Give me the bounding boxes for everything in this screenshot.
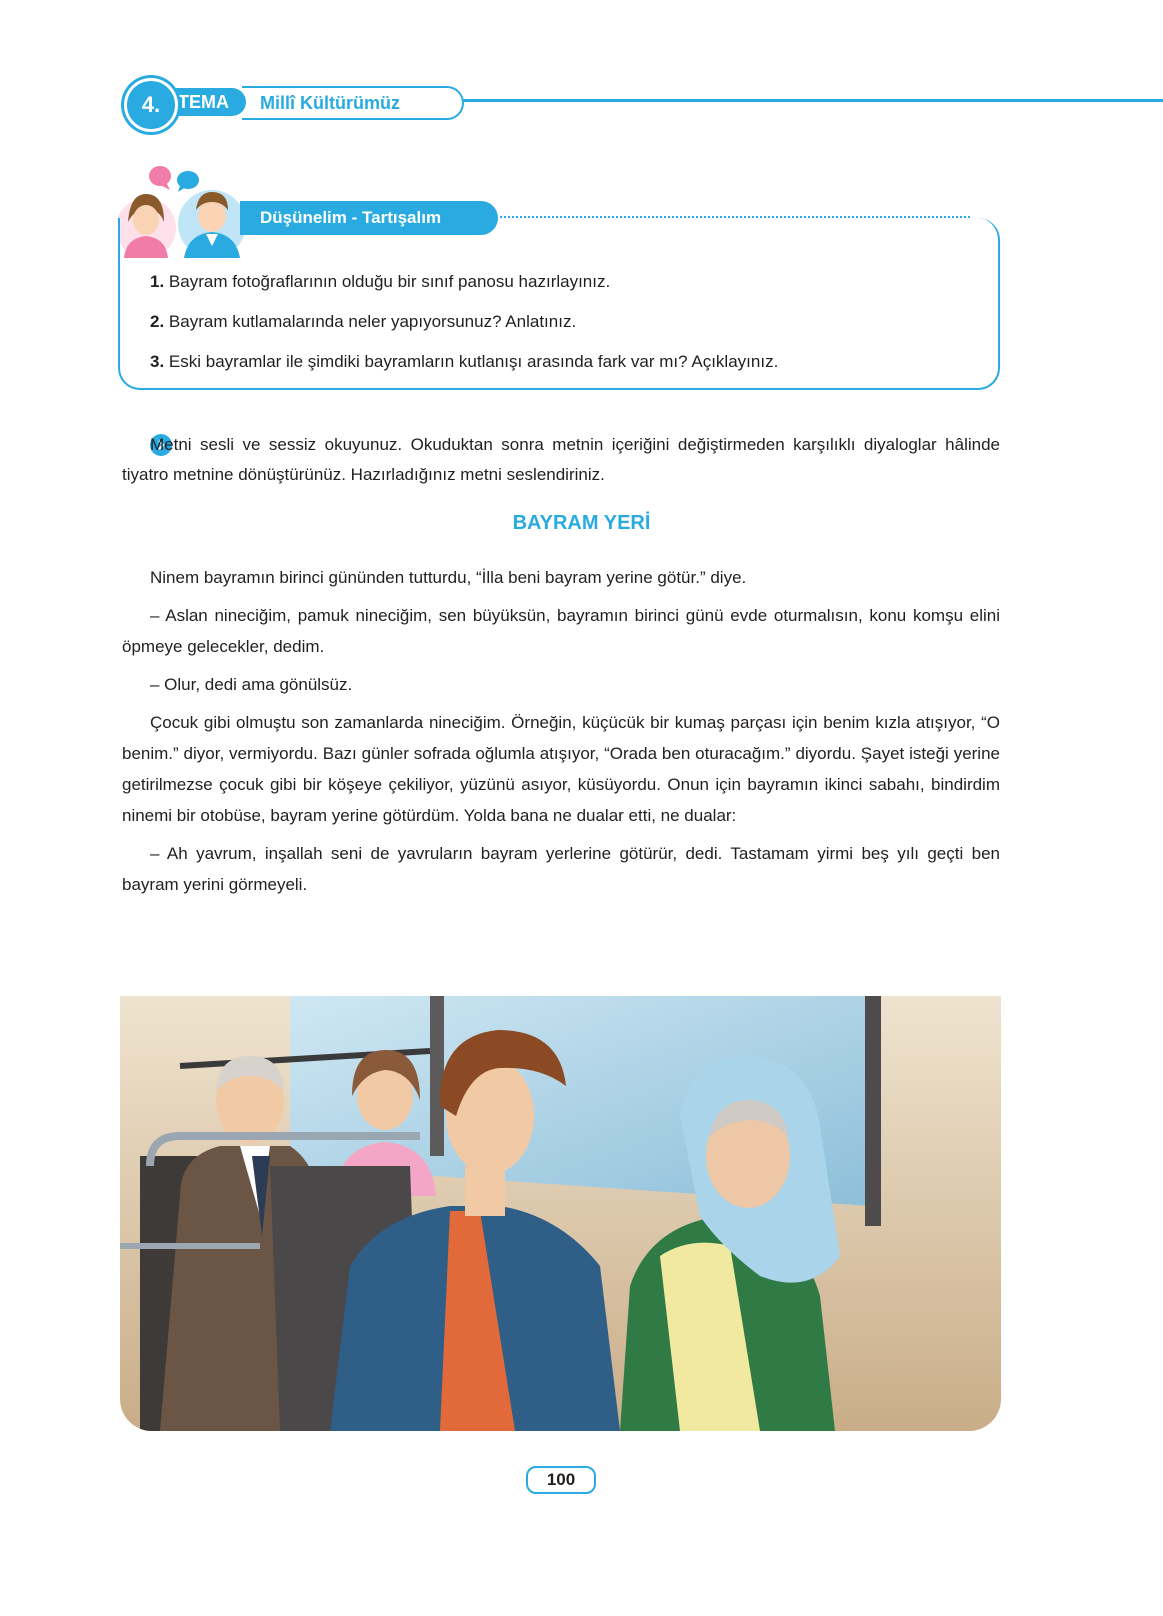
theme-title: Millî Kültürümüz	[242, 86, 464, 120]
story-paragraph: – Ah yavrum, inşallah seni de yavruların bayram yerlerine götürür, dedi. Tastamam yirmi beş yılı geçti ben bayram yerini görmeyeli.	[122, 844, 1000, 894]
story-title: BAYRAM YERİ	[512, 512, 651, 534]
list-item: 1. Bayram fotoğraflarının olduğu bir sınıf panosu hazırlayınız.	[150, 272, 611, 291]
discussion-dotted-line	[500, 216, 970, 218]
story-paragraph: Ninem bayramın birinci gününden tutturdu, “İlla beni bayram yerine götür.” diye.	[150, 568, 747, 587]
theme-number: 4.	[124, 78, 178, 132]
discussion-questions	[150, 272, 990, 392]
story-paragraph: Çocuk gibi olmuştu son zamanlarda nineciğim. Örneğin, küçücük bir kumaş parçası için benim kızla atışıyor, “O benim.” diyor, vermiyordu. Bazı günler sofrada oğlumla atışıyor, “Orada ben oturacağım.” diyordu. Şayet isteği yerine getirilmezse çocuk gibi bir köşeye çekiliyor, yüzünü asıyor, küsüyordu. Onun için bayramın ikinci sabahı, bindirdim ninemi bir otobüse, bayram yerine götürdüm. Yolda bana ne dualar etti, ne dualar:	[122, 713, 1000, 825]
page-number: 100	[526, 1466, 596, 1494]
discussion-label: Düşünelim - Tartışalım	[240, 201, 498, 235]
theme-label: TEMA	[172, 88, 246, 116]
bus-illustration	[120, 996, 1001, 1431]
list-item: 2. Bayram kutlamalarında neler yapıyorsunuz? Anlatınız.	[150, 312, 577, 331]
story-text	[122, 562, 1000, 907]
list-item: 3. Eski bayramlar ile şimdiki bayramların kutlanışı arasında fark var mı? Açıklayınız.	[150, 352, 779, 371]
story-paragraph: – Olur, dedi ama gönülsüz.	[150, 675, 353, 694]
instruction-text: Metni sesli ve sessiz okuyunuz. Okuduktan sonra metnin içeriğini değiştirmeden karşılıklı diyaloglar hâlinde tiyatro metnine dönüştürünüz. Hazırladığınız metni seslendiriniz.	[122, 435, 1000, 484]
story-paragraph: – Aslan nineciğim, pamuk nineciğim, sen büyüksün, bayramın birinci günü evde oturmalısın, konu komşu elini öpmeye gelecekler, dedim.	[122, 606, 1000, 656]
theme-header-line	[450, 99, 1163, 102]
theme-header	[120, 76, 1163, 136]
